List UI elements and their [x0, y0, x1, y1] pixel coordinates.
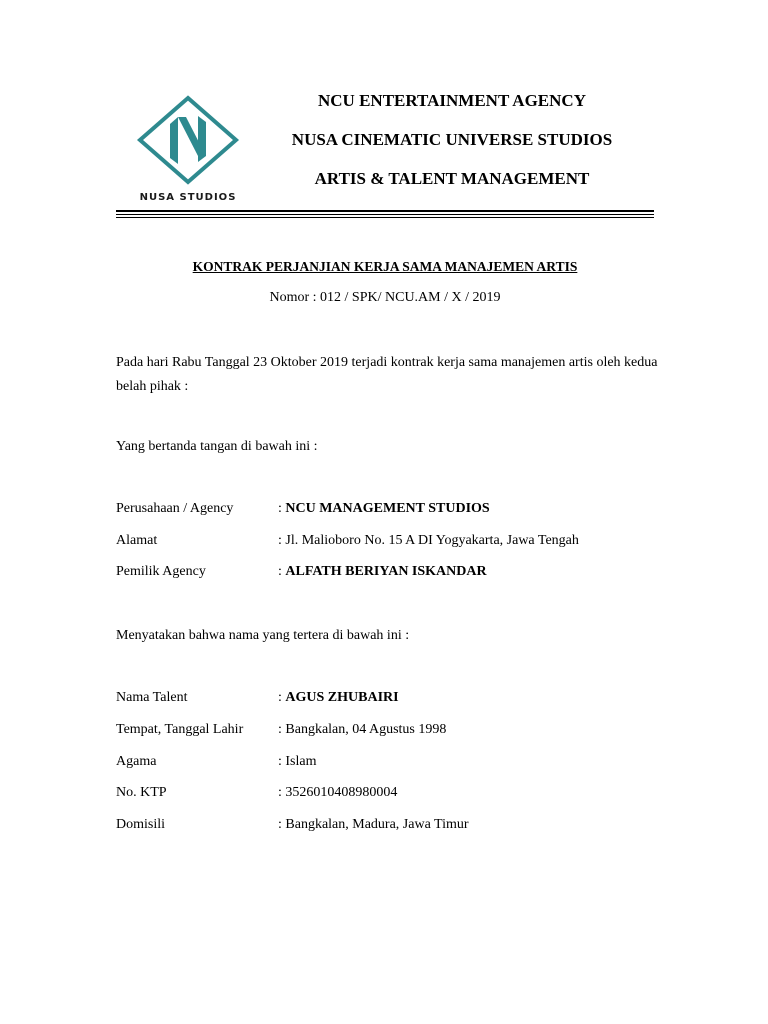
nusa-diamond-logo-icon: [132, 84, 244, 194]
header-division-name: ARTIS & TALENT MANAGEMENT: [314, 169, 590, 188]
separator: :: [278, 690, 286, 705]
contract-number: Nomor : 012 / SPK/ NCU.AM / X / 2019: [269, 290, 501, 305]
signatory-intro: Yang bertanda tangan di bawah ini :: [116, 439, 318, 454]
talent-name-value: : AGUS ZHUBAIRI: [278, 690, 399, 705]
talent-ktp-value: : 3526010408980004: [278, 785, 398, 800]
separator: :: [278, 722, 286, 737]
contract-title: KONTRAK PERJANJIAN KERJA SAMA MANAJEMEN ARTIS: [192, 259, 578, 274]
company-logo: [132, 84, 244, 214]
agency-address-value: : Jl. Malioboro No. 15 A DI Yogyakarta, Jawa Tengah: [278, 533, 579, 548]
separator: :: [278, 817, 286, 832]
statement-paragraph: Menyatakan bahwa nama yang tertera di bawah ini :: [116, 628, 410, 643]
agency-address-label: Alamat: [116, 533, 158, 548]
talent-religion-label: Agama: [116, 754, 157, 769]
talent-domicile-value: : Bangkalan, Madura, Jawa Timur: [278, 817, 469, 832]
intro-paragraph: Pada hari Rabu Tanggal 23 Oktober 2019 terjadi kontrak kerja sama manajemen artis oleh kedua belah pihak :: [116, 355, 658, 394]
talent-birth-value: : Bangkalan, 04 Agustus 1998: [278, 722, 447, 737]
talent-religion-value: : Islam: [278, 754, 317, 769]
talent-ktp-label: No. KTP: [116, 785, 167, 800]
separator: :: [278, 501, 286, 516]
logo-wordmark: NUSA STUDIOS: [139, 192, 237, 203]
talent-birth-label: Tempat, Tanggal Lahir: [116, 722, 244, 737]
agency-owner-label: Pemilik Agency: [116, 564, 206, 579]
separator: :: [278, 754, 286, 769]
header-rule-middle: [116, 214, 654, 215]
header-rule-thin: [116, 217, 654, 218]
talent-name-label: Nama Talent: [116, 690, 188, 705]
talent-domicile-label: Domisili: [116, 817, 166, 832]
separator: :: [278, 533, 286, 548]
header-rule-thick: [116, 210, 654, 212]
agency-company-label: Perusahaan / Agency: [116, 501, 234, 516]
separator: :: [278, 564, 286, 579]
header-studio-name: NUSA CINEMATIC UNIVERSE STUDIOS: [291, 130, 613, 149]
separator: :: [278, 785, 286, 800]
header-agency-name: NCU ENTERTAINMENT AGENCY: [318, 91, 586, 110]
agency-company-value: : NCU MANAGEMENT STUDIOS: [278, 501, 490, 516]
agency-owner-value: : ALFATH BERIYAN ISKANDAR: [278, 564, 487, 579]
